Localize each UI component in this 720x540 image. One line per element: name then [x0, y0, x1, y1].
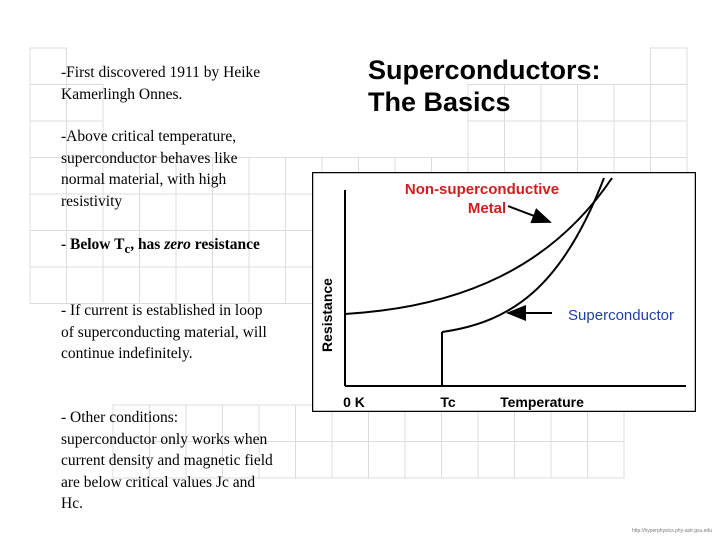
- periodic-table-cell: [405, 442, 442, 479]
- periodic-table-cell: [551, 442, 588, 479]
- periodic-table-cell: [30, 267, 67, 304]
- periodic-table-cell: [67, 267, 104, 304]
- periodic-table-cell: [296, 442, 333, 479]
- tc-label: Tc: [440, 394, 456, 410]
- periodic-table-cell: [578, 121, 615, 158]
- periodic-table-cell: [140, 267, 177, 304]
- periodic-table-cell: [541, 121, 578, 158]
- bullet-above-tc: -Above critical temperature, superconductor behaves like normal material, with high resistivity: [61, 128, 238, 210]
- y-axis-label: Resistance: [319, 278, 335, 352]
- image-credit: http://hyperphysics.phy-astr.gsu.edu: [631, 528, 712, 534]
- periodic-table-cell: [213, 267, 250, 304]
- title-line-2: The Basics: [368, 87, 511, 117]
- periodic-table-cell: [176, 267, 213, 304]
- periodic-table-cell: [478, 442, 515, 479]
- x-axis-label: Temperature: [500, 394, 584, 410]
- bullet-below-tc-italic: zero: [164, 236, 191, 253]
- metal-label-line-1: Non-superconductive: [404, 181, 560, 198]
- title-line-1: Superconductors:: [368, 55, 601, 85]
- bullet-below-tc-mid: , has: [130, 236, 165, 253]
- periodic-table-cell: [442, 442, 479, 479]
- bullet-below-tc-prefix: - Below T: [61, 236, 125, 253]
- bullet-persistent-current: - If current is established in loop of superconducting material, will continue indefinitely.: [61, 302, 267, 362]
- origin-label: 0 K: [343, 394, 365, 410]
- periodic-table-cell: [588, 442, 625, 479]
- bullet-below-tc-sub: c: [124, 241, 131, 257]
- periodic-table-cell: [505, 121, 542, 158]
- metal-label-line-2: Metal: [467, 200, 507, 217]
- periodic-table-cell: [614, 121, 651, 158]
- periodic-table-cell: [249, 267, 286, 304]
- periodic-table-cell: [468, 121, 505, 158]
- superconductor-label: Superconductor: [568, 307, 674, 324]
- periodic-table-cell: [369, 442, 406, 479]
- bullet-discovery: -First discovered 1911 by Heike Kamerlingh Onnes.: [61, 64, 261, 103]
- periodic-table-cell: [103, 267, 140, 304]
- bullet-below-tc: [61, 234, 260, 260]
- slide-title: [368, 54, 688, 118]
- periodic-table-cell: [651, 121, 688, 158]
- bullet-below-tc-suffix: resistance: [190, 236, 260, 253]
- periodic-table-cell: [332, 442, 369, 479]
- periodic-table-cell: [515, 442, 552, 479]
- bullet-other-conditions: - Other conditions: superconductor only works when current density and magnetic field are below critical values Jc and Hc.: [61, 409, 273, 512]
- resistance-temperature-diagram: [312, 172, 696, 412]
